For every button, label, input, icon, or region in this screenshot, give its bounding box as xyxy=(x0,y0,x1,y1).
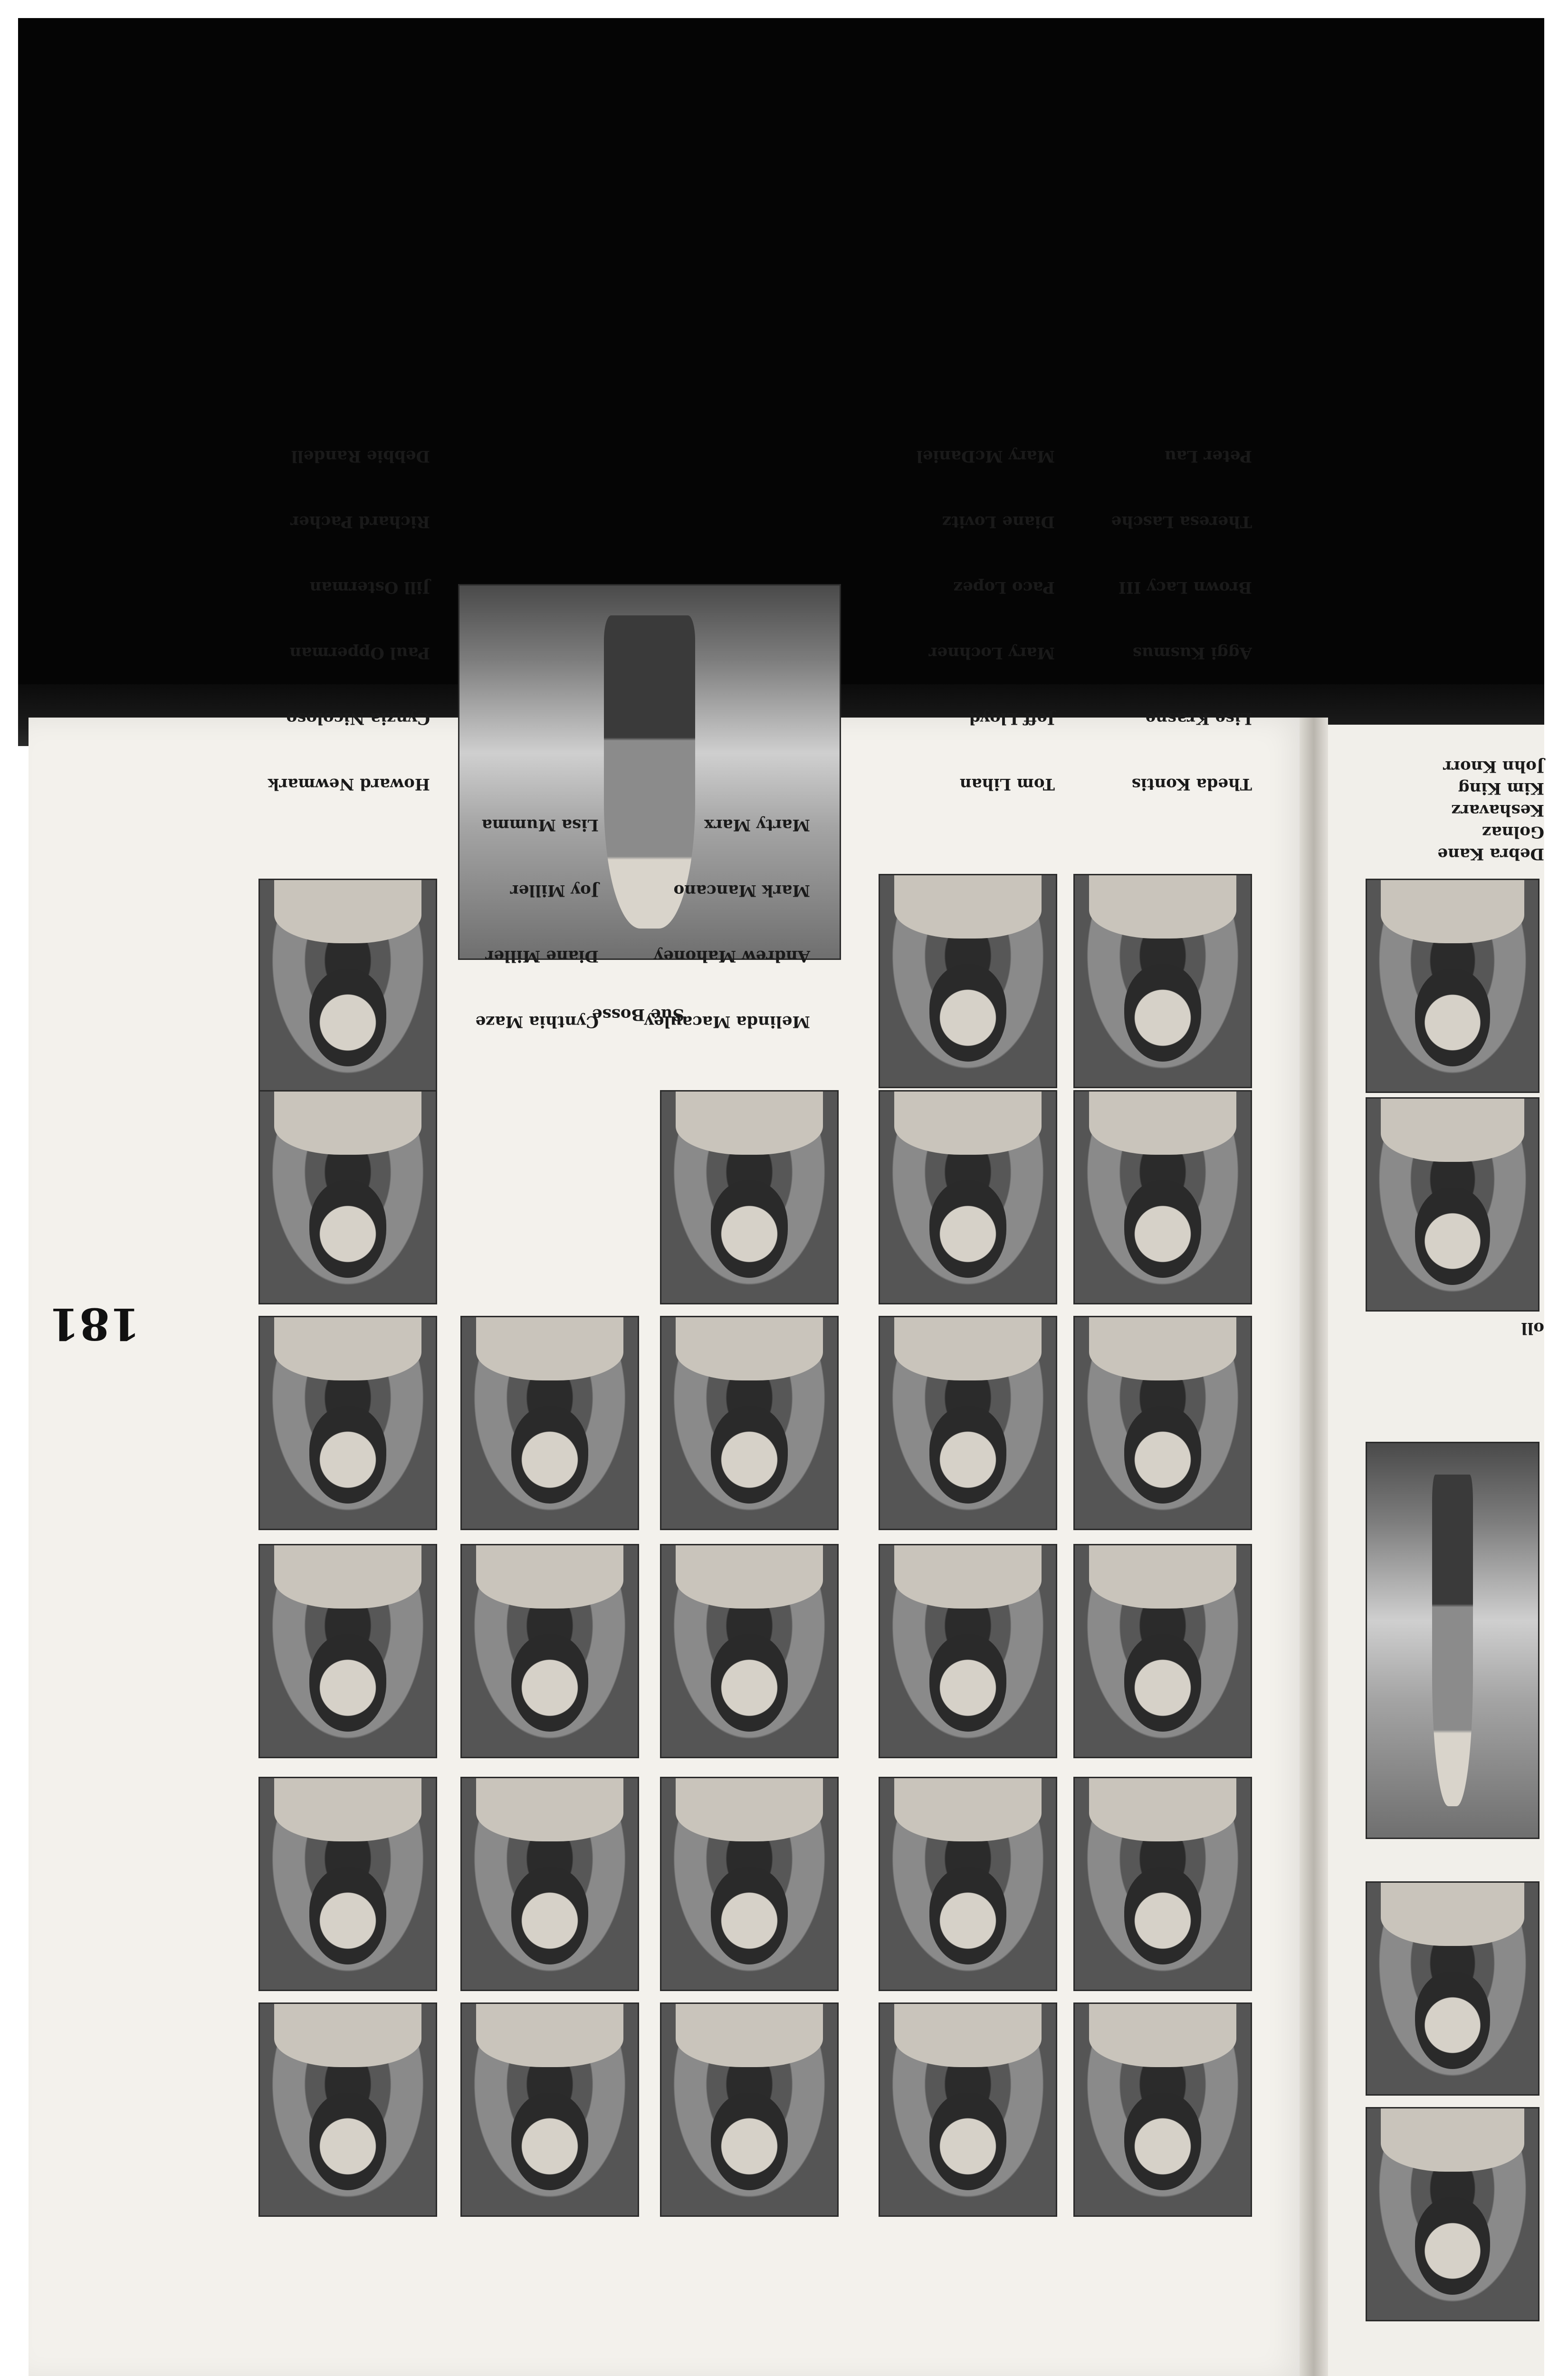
student-name: Debra Kane xyxy=(1437,844,1544,863)
portrait-photo xyxy=(1073,1777,1252,1991)
portrait-photo xyxy=(879,1544,1057,1758)
student-name: Melinda Macauley xyxy=(644,1012,810,1031)
student-name: Theresa Lasche xyxy=(1111,512,1252,531)
page-number: 181 xyxy=(48,1298,140,1350)
student-name: Debbie Randell xyxy=(291,447,430,466)
portrait-photo xyxy=(460,2002,639,2217)
student-name: Andrew Mahoney xyxy=(654,947,810,966)
next-page-name-list xyxy=(1402,756,1544,865)
student-name: Marty Marx xyxy=(704,815,810,834)
student-name: Cynthia Maze xyxy=(475,1012,599,1031)
student-name: Paco Lopez xyxy=(953,578,1055,597)
portrait-photo xyxy=(258,1090,437,1304)
student-name: Diane Miller xyxy=(485,947,599,966)
portrait-photo xyxy=(879,1316,1057,1530)
student-name: Howard Newmark xyxy=(268,775,430,794)
name-list-col-d xyxy=(865,402,1055,839)
portrait-photo xyxy=(258,879,437,1093)
student-name: Lise Krasne xyxy=(1145,709,1252,728)
portrait-photo xyxy=(660,1090,839,1304)
portrait-photo xyxy=(258,1544,437,1758)
portrait-photo xyxy=(660,1544,839,1758)
photo-caption: Sue Bosse xyxy=(592,1005,684,1024)
portrait-photo xyxy=(879,874,1057,1088)
portrait-photo xyxy=(1366,1881,1539,2096)
portrait-photo xyxy=(660,1316,839,1530)
portrait-photo xyxy=(1366,2107,1539,2321)
portrait-photo xyxy=(879,2002,1057,2217)
portrait-photo xyxy=(660,2002,839,2217)
student-name: Cynzia Nicoloso xyxy=(286,709,430,728)
portrait-photo xyxy=(879,1090,1057,1304)
portrait-photo xyxy=(660,1777,839,1991)
portrait-photo xyxy=(1366,879,1539,1093)
name-list-col-c xyxy=(630,770,810,1076)
portrait-photo xyxy=(1073,2002,1252,2217)
student-name: Mary McDaniel xyxy=(916,447,1055,466)
next-page-candid-photo xyxy=(1366,1442,1539,1839)
student-name: Brown Lacy III xyxy=(1118,578,1252,597)
next-page-caption-fragment: oll xyxy=(1521,1319,1544,1338)
student-name: Mary Lochner xyxy=(928,643,1055,662)
student-name: Peter Lau xyxy=(1164,447,1252,466)
student-name: John Knorr xyxy=(1443,757,1544,776)
name-list-col-e xyxy=(1062,402,1252,839)
portrait-photo xyxy=(258,1316,437,1530)
student-name: Paul Opperman xyxy=(289,643,430,662)
student-name: Diane Lovitz xyxy=(942,512,1055,531)
portrait-photo xyxy=(879,1777,1057,1991)
candid-photo-figure xyxy=(1432,1475,1473,1806)
portrait-photo xyxy=(258,1777,437,1991)
name-list-col-b xyxy=(466,770,599,1076)
student-name: Joy Miller xyxy=(510,881,599,900)
portrait-photo xyxy=(460,1544,639,1758)
student-name: Tom Lihan xyxy=(959,775,1055,794)
portrait-photo xyxy=(1073,874,1252,1088)
student-name: Richard Pacher xyxy=(290,512,430,531)
student-name: Jill Osterman xyxy=(309,578,430,597)
student-name: Kim King xyxy=(1458,779,1544,798)
portrait-photo xyxy=(460,1777,639,1991)
portrait-photo xyxy=(1073,1544,1252,1758)
portrait-photo xyxy=(460,1316,639,1530)
student-name: Theda Kontis xyxy=(1131,775,1252,794)
portrait-photo xyxy=(1073,1090,1252,1304)
student-name: Golnaz Keshavarz xyxy=(1451,801,1544,842)
student-name: Mark Mancano xyxy=(673,881,810,900)
name-list-col-a xyxy=(221,402,430,839)
portrait-photo xyxy=(258,2002,437,2217)
student-name: Aggi Kusmus xyxy=(1132,643,1252,662)
portrait-photo xyxy=(1366,1097,1539,1312)
student-name: Lisa Mumma xyxy=(481,815,599,834)
student-name: Jeff Lloyd xyxy=(969,709,1055,728)
portrait-photo xyxy=(1073,1316,1252,1530)
